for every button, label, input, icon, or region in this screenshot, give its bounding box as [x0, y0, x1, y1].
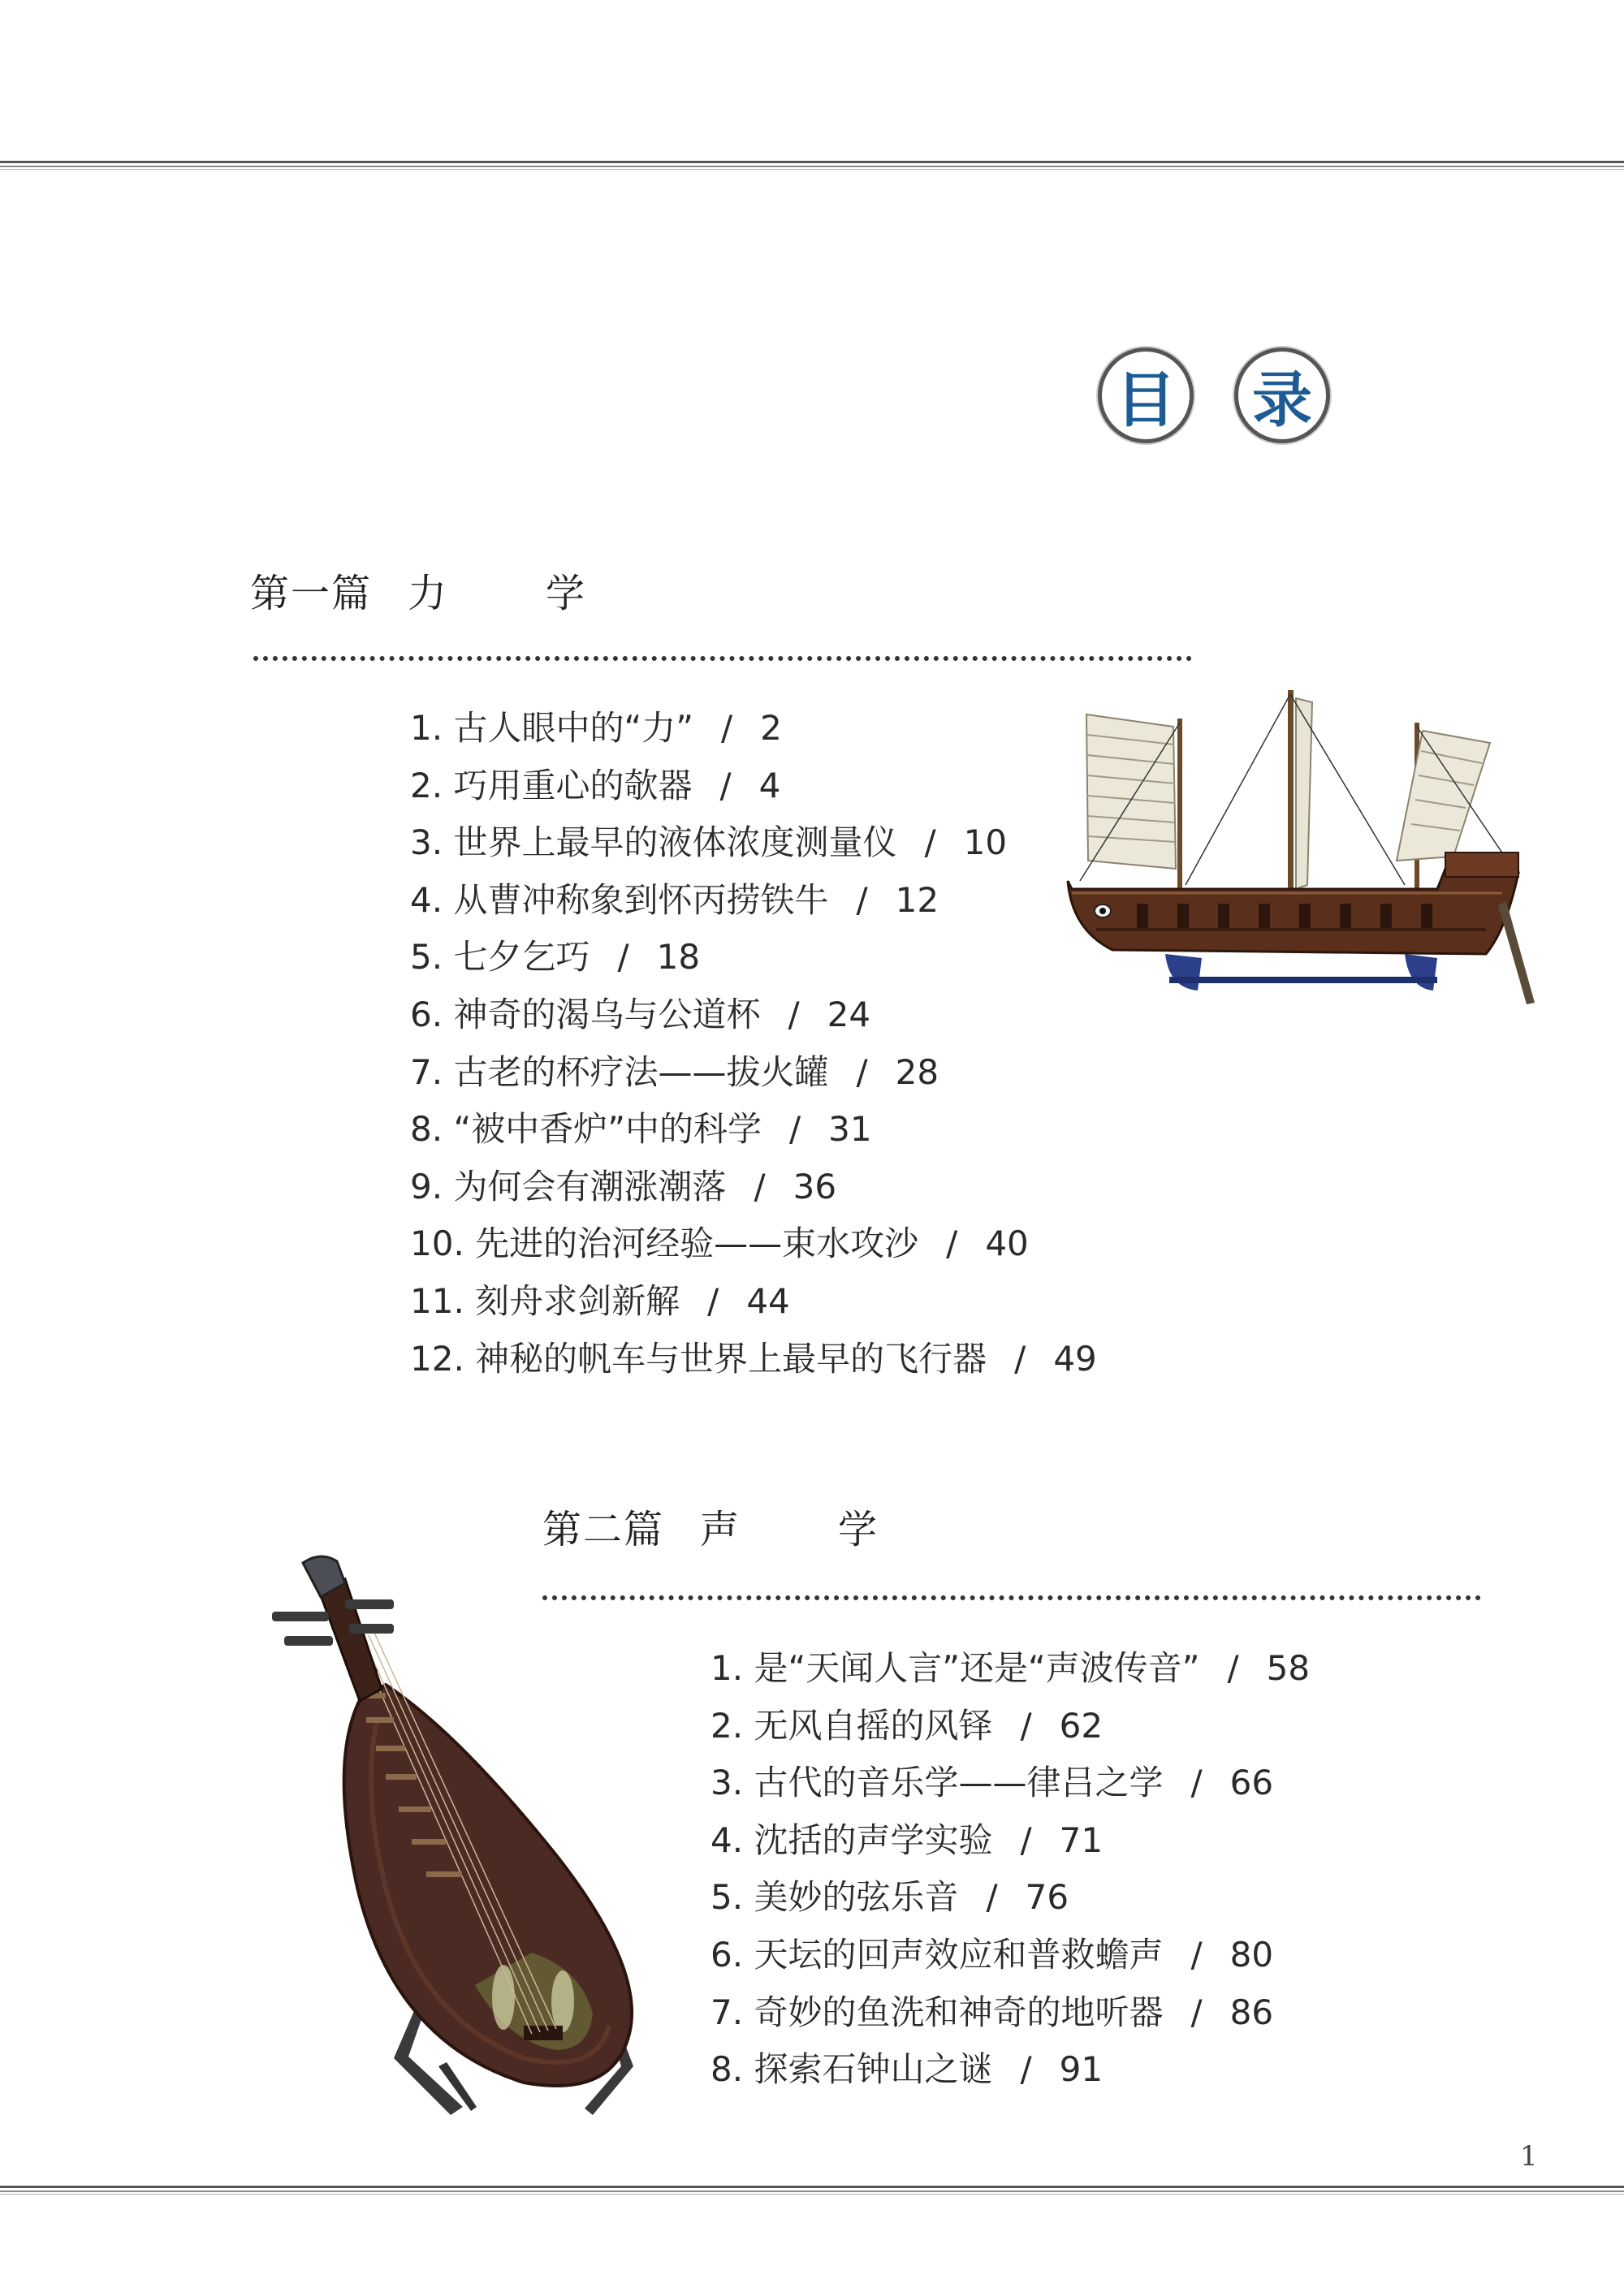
part-one-subject-b: 学: [546, 571, 587, 616]
toc-entry[interactable]: 12. 神秘的帆车与世界上最早的飞行器 / 49: [410, 1338, 1097, 1379]
toc-entry[interactable]: 5. 美妙的弦乐音 / 76: [710, 1877, 1069, 1918]
pipa-lute-illustration: [264, 1547, 686, 2115]
toc-entry[interactable]: 4. 沈括的声学实验 / 71: [710, 1819, 1104, 1860]
toc-entry[interactable]: 3. 古代的音乐学——律吕之学 / 66: [710, 1763, 1274, 1803]
part-two-heading: [542, 1498, 879, 1554]
toc-entry[interactable]: 7. 奇妙的鱼洗和神奇的地听器 / 86: [710, 1992, 1274, 2032]
bottom-border-rule: [0, 2184, 1624, 2195]
toc-entry[interactable]: 7. 古老的杯疗法——拔火罐 / 28: [410, 1051, 939, 1092]
part-one-heading: [250, 562, 586, 618]
part-one-toc: [410, 700, 1097, 1388]
toc-entry[interactable]: 9. 为何会有潮涨潮落 / 36: [410, 1166, 837, 1206]
part-one-number: 第一篇: [250, 571, 373, 616]
title-seal-lu: 录: [1234, 347, 1330, 443]
toc-entry[interactable]: 11. 刻舟求剑新解 / 44: [410, 1280, 790, 1321]
toc-entry[interactable]: 2. 无风自摇的风铎 / 62: [710, 1705, 1104, 1746]
top-border-rule: [0, 159, 1624, 170]
toc-entry[interactable]: 6. 神奇的渴乌与公道杯 / 24: [410, 994, 871, 1034]
toc-entry[interactable]: 1. 古人眼中的“力” / 2: [410, 708, 782, 748]
toc-entry[interactable]: 8. 探索石钟山之谜 / 91: [710, 2049, 1104, 2090]
toc-entry[interactable]: 10. 先进的治河经验——束水攻沙 / 40: [410, 1224, 1029, 1264]
toc-entry[interactable]: 4. 从曹冲称象到怀丙捞铁牛 / 12: [410, 879, 939, 920]
junk-ship-illustration: [1064, 686, 1535, 1007]
toc-entry[interactable]: 1. 是“天闻人言”还是“声波传音” / 58: [710, 1648, 1311, 1688]
toc-entry[interactable]: 6. 天坛的回声效应和普救蟾声 / 80: [710, 1934, 1274, 1975]
part-one-subject-a: 力: [408, 571, 449, 616]
toc-entry[interactable]: 5. 七夕乞巧 / 18: [410, 937, 701, 978]
part-two-subject-a: 声: [700, 1507, 741, 1552]
toc-entry[interactable]: 8. “被中香炉”中的科学 / 31: [410, 1109, 872, 1150]
part-one-dotted-rule: [253, 656, 1192, 661]
page-number: 1: [1520, 2140, 1538, 2173]
part-two-number: 第二篇: [542, 1507, 665, 1552]
title-seal-mu: 目: [1098, 347, 1194, 443]
part-two-subject-b: 学: [838, 1507, 879, 1552]
part-two-toc: [710, 1640, 1310, 2099]
toc-entry[interactable]: 3. 世界上最早的液体浓度测量仪 / 10: [410, 822, 1008, 863]
toc-entry[interactable]: 2. 巧用重心的欹器 / 4: [410, 765, 781, 805]
